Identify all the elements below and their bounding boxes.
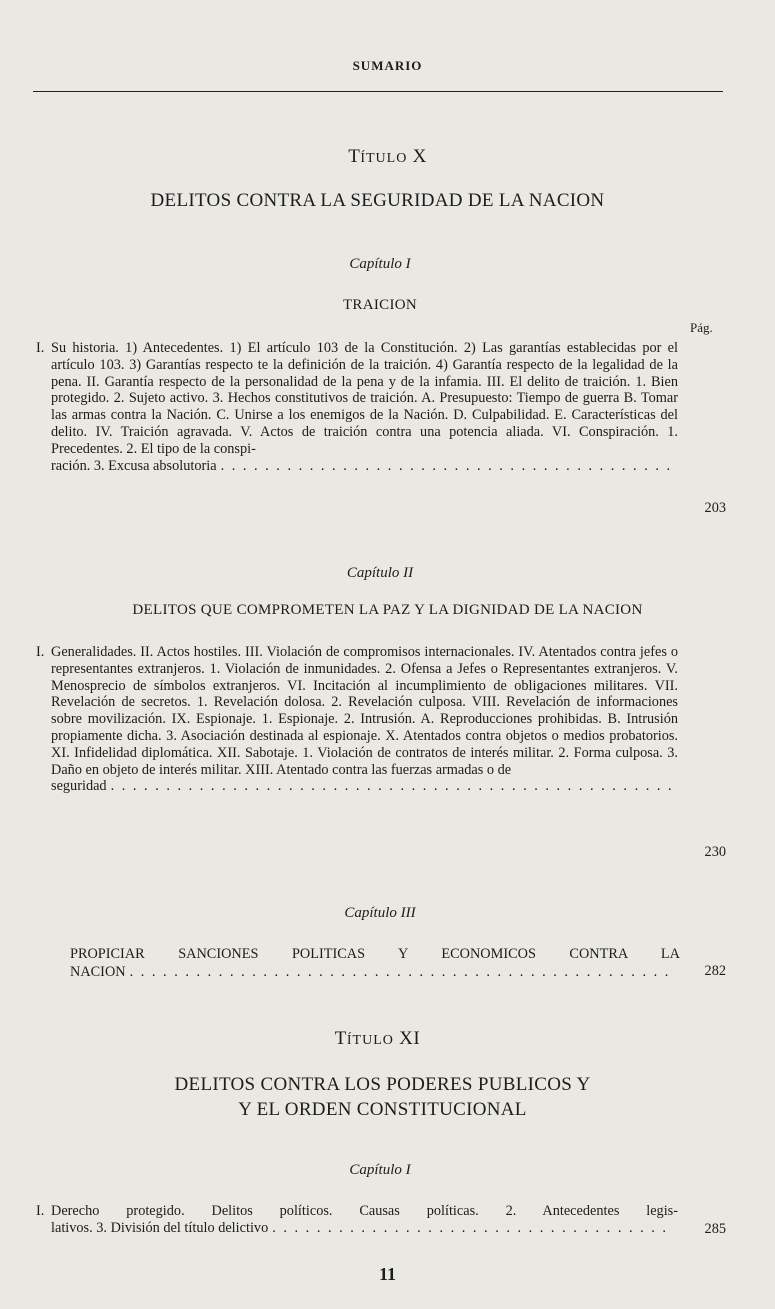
cap-xi-1-entry — [36, 1203, 678, 1237]
leader-dots — [111, 778, 674, 795]
titulo-prefix: T — [334, 1028, 347, 1049]
titulo-numeral: X — [412, 146, 427, 167]
entry-text: Su historia. 1) Antecedentes. 1) El artículo 103 de la Constitución. 2) Las garantías establecidas por el artículo 103. 3) Garantías respecto te la definición de la traición. 4) Garantía respecto de la legalidad de la pena. II. Garantía respecto de la personalidad de la pena y de la infamia. III. El delito de traición. 1. Bien protegido. 2. Sujeto activo. 3. Hechos constitutivos de traición. A. Presupuesto: Tiempo de guerra B. Tomar las armas contra la Nación. C. Unirse a los enemigos de la Nación. D. Culpabilidad. E. Características del delito. IV. Traición agravada. V. Actos de traición contra una potencia aliada. VI. Conspiración. 1. Precedentes. 2. El tipo de la conspi- — [51, 340, 678, 457]
cap3-entry — [70, 945, 680, 981]
cap-xi-1-page: 285 — [704, 1221, 726, 1237]
titulo-numeral: XI — [399, 1028, 421, 1049]
entry-last-line — [48, 778, 678, 795]
cap1-page: 203 — [704, 500, 726, 516]
leader-dots — [130, 963, 676, 981]
cap2-title: DELITOS QUE COMPROMETEN LA PAZ Y LA DIGNIDAD DE LA NACION — [132, 602, 643, 618]
leader-dots — [221, 458, 674, 475]
cap1-entry — [36, 340, 678, 474]
entry-last-text: ración. 3. Excusa absolutoria — [51, 457, 217, 474]
cap2-page: 230 — [704, 844, 726, 860]
folio: 11 — [378, 1264, 396, 1284]
cap3-title-line1: PROPICIAR SANCIONES POLITICAS Y ECONOMICOS CONTRA LA — [70, 946, 680, 962]
cap3-label: Capítulo III — [344, 905, 416, 921]
entry-last-text: seguridad — [51, 778, 107, 795]
titulo-x-label — [0, 146, 775, 168]
entry-number: I. — [36, 644, 45, 660]
entry-last-line — [70, 963, 680, 981]
titulo-xi-heading-2: Y EL ORDEN CONSTITUCIONAL — [238, 1099, 527, 1120]
entry-last-line — [48, 1220, 678, 1237]
cap3-title-last: NACION — [70, 964, 126, 980]
leader-dots — [272, 1220, 674, 1237]
cap3-page: 282 — [704, 963, 726, 979]
cap-xi-1-label: Capítulo I — [349, 1162, 411, 1178]
entry-text: Generalidades. II. Actos hostiles. III. Violación de compromisos internacionales. IV. Atentados contra jefes o representantes extranjeros. 1. Violación de inmunidades. 2. Ofensa a Jefes o Representantes extranjeros. V. Menosprecio de símbolos extranjeros. VI. Incitación al incumplimiento de obligaciones militares. VII. Revelación de secretos. 1. Revelación dolosa. 2. Revelación culposa. VIII. Revelación de informaciones sobre movilización. IX. Espionaje. 1. Espionaje. 2. Intrusión. A. Reproducciones prohibidas. B. Intrusión propiamente dicha. 3. Asociación destinada al espionaje. X. Atentados contra objetos o medios probatorios. XI. Infidelidad diplomática. XII. Sabotaje. 1. Violación de contratos de interés militar. 2. Forma culposa. 3. Daño en objeto de interés militar. XIII. Atentado contra las fuerzas armadas o de — [51, 644, 678, 778]
cap1-title: TRAICION — [342, 297, 418, 313]
titulo-prefix: T — [348, 146, 361, 167]
cap1-label: Capítulo I — [349, 256, 411, 272]
pag-label: Pág. — [690, 320, 713, 335]
cap2-entry — [36, 644, 678, 795]
entry-last-text: lativos. 3. División del título delictivo — [51, 1219, 269, 1236]
titulo-smallcaps: ÍTULO — [360, 151, 408, 166]
entry-number: I. — [36, 340, 45, 356]
titulo-smallcaps: ÍTULO — [346, 1033, 394, 1048]
entry-text: Derecho protegido. Delitos políticos. Causas políticas. 2. Antecedentes legis- — [51, 1203, 678, 1219]
header-rule — [33, 91, 723, 92]
titulo-xi-heading-1: DELITOS CONTRA LOS PODERES PUBLICOS Y — [174, 1074, 591, 1095]
cap2-label: Capítulo II — [346, 565, 414, 581]
entry-last-line — [48, 458, 678, 475]
titulo-xi-label — [0, 1028, 755, 1050]
titulo-x-heading: DELITOS CONTRA LA SEGURIDAD DE LA NACION — [150, 190, 605, 211]
entry-number: I. — [36, 1203, 45, 1219]
running-head: SUMARIO — [352, 58, 423, 73]
